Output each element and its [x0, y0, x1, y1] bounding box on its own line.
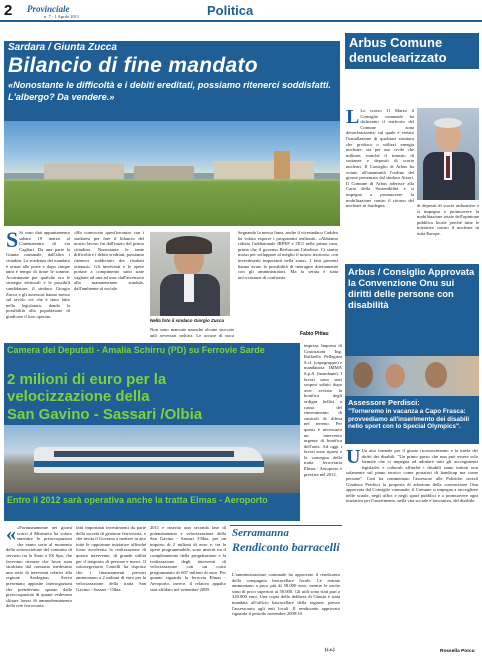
arbus-header — [345, 33, 479, 69]
mayor-photo — [150, 232, 230, 316]
lead-headline: Bilancio di fine mandato — [8, 54, 258, 77]
lead-kicker: Sardara / Giunta Zucca — [8, 42, 117, 53]
railway-column-3: 2011 e inserita una seconda fase di potenziamento e velocizzazione della San Gavino - Sassari /Olbia, per un importo di 2 milioni di euro e, tra le opere programmabile, sono inseriti tra il completamento della progettazione e la realizzazione degli interventi di velocizzazione con un costo programmato di 607 milioni di euro. Per quanto riguarda la ferrovia Elmas - Aeroporto, invece, il relativo appalto sarà affidato nel settembre 2009. — [150, 525, 226, 592]
arbus2-dropcap: U — [346, 448, 361, 468]
serramanna-kicker: Serramanna — [232, 527, 289, 539]
serramanna-headline: Rendiconto barracelli — [232, 540, 340, 554]
serramanna-signature: (c.s.) — [325, 648, 335, 653]
arbus2-photo — [345, 356, 479, 396]
section-label: Politica — [207, 3, 254, 18]
arbus2-quote-kicker: Assessore Perdisci: — [348, 398, 420, 407]
railway-column-2: fatti importanti investimenti da parte della società di gestione ferroviaria, e che invita il Governo a mettere in atto tutte le opportune iniziative affinché fosse accelerata la realizzazione di questo intervento, di grande utilità per il trasporto di persone e merci. Il sottosegretario Castelli ha risposto che i finanziamenti previsti ammontano a 2 milioni di euro per la velocizzazione della tratta San Gavino - Sassari - Olbia. — [76, 525, 146, 592]
railway-headline-1: 2 milioni di euro per la — [7, 371, 167, 388]
town-photo — [4, 121, 340, 226]
masthead-logo: Provinciale — [27, 4, 70, 14]
arbus2-body-text: Un atto formale per il giusto riconoscimento e la tutela dei diritti dei disabili. "Un primo passo che non può essere solo formale che ci impegna ad adottare tutti gli accorgimenti legislativi e culturali affinché i disabili siano trattati non solamente sul piano teorico come portatori di handicap ma come persone". Così ha commentato l'assessore alle Politiche sociali Gianluca Perdisci la proposta di adozione della convenzione Onu approvata dal Consiglio comunale, il Comune si impegna a raccogliere nelle scuole, negli uffici e negli spazi pubblici e a promuovere ogni iniziativa per l'inserimento, nella vita sociale e lavorativa, del disabile. — [346, 448, 478, 504]
arbus-headline: Arbus Comune denuclearizzato — [349, 35, 447, 65]
serramanna-body: L'amministrazione comunale ha approvato il rendiconto della compagnia barracellare locale. Le entrate ammontano a poco più di 58.000 euro, mentre le uscite sono di poco superiori ai 58.000. Gli utili sono stati pari a 320.000 euro. Una copia della delibera di Giunta è stata mandata all'ufficio barracellare della regione, presso l'assessorato agli enti locali. Il rendiconto approvato riguarda il periodo novembre 2009/10. — [232, 572, 340, 617]
lead-column-2: «Ho convocato quest'incontro con i sardaresi per fare il bilancio del nostro lavoro fin dall'inizio del primo cittadino. Nonostante le tante difficoltà e i debiti ereditati, possiamo ritenerci soddisfatti dei risultati ottenuti». Gli interventi e le opere portate a compimento sono state vagliate ad una ad una: dall'ascensore alla manutenzione stradale, dall'ambiente al sociale. — [74, 230, 144, 291]
railway-topline — [4, 343, 300, 371]
railway-headline-block — [4, 371, 300, 425]
lead-column-1 — [6, 230, 70, 325]
lead-signature: Fabio Pittau — [300, 331, 329, 337]
arbus-dropcap: L — [346, 108, 360, 128]
train-photo — [4, 425, 300, 493]
arbus2-headline-text: Arbus / Consiglio Approvata la Convenzione Onu sui diritti delle persone con disabilità — [348, 266, 475, 310]
railway-column-4-display — [304, 343, 342, 521]
lead-column-3: Non sono mancate neanche alcune stoccate agli avversari politici. Le accuse di poca — [150, 327, 234, 337]
railway-sub: Entro il 2012 sarà operativa anche la tratta Elmas - Aeroporto — [7, 495, 268, 505]
arbus-body-text: Lo scorso 11 Marzo il Consiglio comunale ha dichiarato il territorio del Comune zona denuclearizzata: sul quale è vietato l'installazione di qualsiasi struttura che produca o utilizzi energia nucleare, sia per uso civile che militare, nonché il transito di sostanze e depositi di scorie nucleari. Il Consiglio di Arbus ha votato all'unanimità l'ordine del giorno presentato dal sindaco Atzori. Il Comune di Arbus aderisce alla Carta della Sostenibilità e si impegna a promuovere la mobilitazione contro il ritorno del nucleare in Sardegna. — [346, 108, 414, 209]
railway-headline-3: San Gavino - Sassari /Olbia — [7, 406, 203, 423]
arbus2-body — [346, 448, 478, 648]
railway-col4: impresa Impresa di Costruzioni Ing. Raffaello Pellegrini S.r.l. (capogruppo) e mandataria IMMA S.p.A. (mandante). I lavori sono stati sospesi subito dopo aver avviato la bonifica degli ordigni bellici a causa del rinvenimento di cunicoli di difesa nel terreno. Per questi è necessario un intervento urgente di bonifica dell'area. Ad oggi i lavori sono ripresi e la consegna della tratta ferroviaria Elmas - Aeroporto è prevista nel 2012. — [304, 343, 342, 477]
arbus-body-right: di depositi di scorie radioattive e si impegna a promuovere la mobilitazione totale dell'opinione pubblica locale perché tutte le iniziative contro il nucleare in tutta Europa. — [417, 203, 479, 236]
arbus2-quote: "Torneremo in vacanza a Capo Frasca: provvediamo all'inserimento dei disabili nello sport con lo Special Olympics". — [348, 408, 470, 431]
lead-column-5: Segnando la messa linea, anche il vicesindaco Caddeo ha voluto esporre i programmi realizzati. «Abbiamo ridotto l'addizionale IRPEF e l'ICI nella prima casa, prima che il governo Berlusconi l'abolisse. Ci siamo mossi per sviluppare al meglio il nostro territorio, con investimenti importanti nella zona». I fatti presenti hanno avuto la possibilità di interagire direttamente con gli amministratori. Ma la serata è stata un'occasione di confronto. — [238, 230, 338, 280]
railway-headline-2: velocizzazione della — [7, 388, 150, 405]
issue-date: n. 7 - 1 Aprile 2011 — [44, 14, 80, 19]
arbus2-quote-box — [345, 396, 479, 444]
arbus2-signature: Rossella Porcu — [440, 649, 475, 654]
railway-col1-text: «Fortunatamente nei giorni scorsi il Ministero ha voluto smentire le preoccupazioni che erano sorte al momento della sottoscrizione del contratto di servizio tra la Stato e FS Spa, che facevano ritenere che fosse stata stralciata dal contratto medesimo una serie di interventi relativi alla regione Sardegna». Aveva presentato apposite interrogazioni che prendevano spunto dalle preoccupazioni di quanti vedevano slittare lavori di ammodernamento della rete ferroviaria. — [6, 525, 72, 609]
arbus-mayor-photo — [417, 108, 479, 200]
lead-header — [4, 41, 340, 121]
railway-column-1 — [6, 525, 72, 653]
mayor-caption: Nella foto il sindaco Giorgio Zucca — [150, 318, 225, 323]
lead-dropcap: S — [6, 230, 19, 252]
railway-quote-mark: « — [6, 525, 16, 545]
lead-col1-text: Si sono dati appuntamento sabato 19 marzo al Cinemateatro di via Cagliari. Da una parte la Giunta comunale, dall'altra i cittadini. La scadenza del mandato è ormai alle porte e dopo cinque anni è tempo di tirare le somme. Accantonate per qualche ora le strategie elettorali e le possibili candidature, il sindaco Giorgio Zucca e gli assessori hanno messo sul tavolo ciò che è stato fatto nella legislatura, dando la possibilità alla popolazione di giudicare il loro operato. — [6, 230, 70, 319]
railway-sub-block — [4, 493, 300, 521]
page-number: 2 — [4, 2, 13, 19]
arbus2-header — [345, 264, 479, 356]
arbus-body — [346, 108, 414, 246]
lead-deck: «Nonostante le difficoltà e i debiti ereditati, possiamo ritenerci soddisfatti. L'albergo? Da vendere.» — [8, 80, 331, 102]
railway-topline-text: Camera dei Deputati - Amalia Schirru (PD) su Ferrovie Sarde — [7, 345, 265, 355]
arbus2-headline — [348, 266, 478, 310]
masthead-rule — [0, 20, 482, 22]
